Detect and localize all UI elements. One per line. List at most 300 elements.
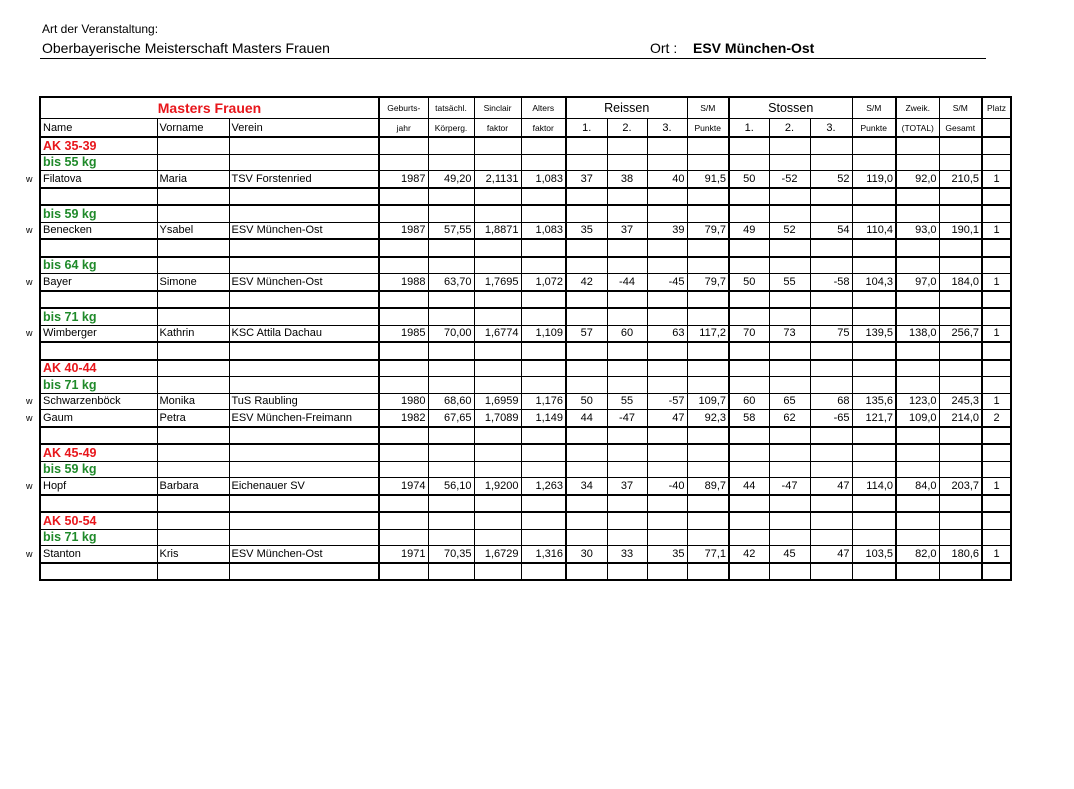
empty-cell: [769, 427, 810, 445]
empty-cell: [647, 308, 687, 325]
table-cell: 1987: [379, 222, 428, 239]
col-sm-gesamt: S/M: [939, 97, 982, 119]
empty-cell: [566, 377, 607, 394]
empty-cell: [810, 342, 852, 360]
empty-cell: [982, 495, 1011, 513]
table-cell: 1: [982, 171, 1011, 188]
empty-cell: [474, 188, 521, 206]
results-table: [39, 96, 1012, 581]
empty-cell: [687, 205, 729, 222]
table-title: Masters Frauen: [40, 97, 379, 119]
table-cell: 91,5: [687, 171, 729, 188]
empty-cell: [729, 257, 769, 274]
table-row: [40, 222, 1011, 239]
empty-cell: [687, 461, 729, 478]
table-cell: 44: [729, 478, 769, 495]
empty-cell: [40, 495, 157, 513]
empty-cell: [428, 205, 474, 222]
empty-cell: [687, 563, 729, 581]
table-cell: Gaum: [40, 410, 157, 427]
table-cell: 37: [607, 478, 647, 495]
empty-cell: [157, 427, 229, 445]
empty-cell: [521, 137, 566, 154]
empty-cell: [982, 239, 1011, 257]
table-cell: 37: [566, 171, 607, 188]
table-cell: -47: [769, 478, 810, 495]
empty-cell: [428, 342, 474, 360]
empty-cell: [687, 188, 729, 206]
empty-cell: [769, 444, 810, 461]
empty-cell: [474, 360, 521, 377]
empty-cell: [474, 377, 521, 394]
empty-cell: [647, 205, 687, 222]
table-cell: 33: [607, 546, 647, 563]
empty-cell: [428, 563, 474, 581]
empty-cell: [729, 495, 769, 513]
empty-cell: [852, 512, 896, 529]
empty-cell: [647, 444, 687, 461]
empty-cell: [810, 495, 852, 513]
table-cell: 79,7: [687, 274, 729, 291]
table-row: [40, 171, 1011, 188]
empty-cell: [769, 512, 810, 529]
empty-cell: [428, 137, 474, 154]
table-cell: 1,8871: [474, 222, 521, 239]
empty-cell: [474, 137, 521, 154]
empty-cell: [810, 308, 852, 325]
empty-cell: [566, 427, 607, 445]
empty-cell: [521, 188, 566, 206]
table-cell: Petra: [157, 410, 229, 427]
empty-cell: [474, 512, 521, 529]
table-cell: Eichenauer SV: [229, 478, 379, 495]
table-cell: 123,0: [896, 393, 939, 410]
empty-cell: [157, 205, 229, 222]
table-row: [40, 410, 1011, 427]
empty-cell: [852, 529, 896, 546]
empty-cell: [896, 427, 939, 445]
gender-marker: w: [26, 173, 33, 184]
empty-cell: [769, 154, 810, 171]
empty-cell: [729, 461, 769, 478]
col-geburts: Geburts-: [379, 97, 428, 119]
empty-cell: [607, 377, 647, 394]
empty-cell: [852, 257, 896, 274]
table-cell: 63,70: [428, 274, 474, 291]
empty-cell: [982, 342, 1011, 360]
col-alters: Alters: [521, 97, 566, 119]
table-cell: 1,6729: [474, 546, 521, 563]
empty-cell: [810, 461, 852, 478]
weight-class-label: bis 71 kg: [40, 308, 157, 325]
empty-cell: [982, 360, 1011, 377]
table-cell: ESV München-Ost: [229, 222, 379, 239]
empty-cell: [896, 188, 939, 206]
empty-cell: [939, 563, 982, 581]
empty-cell: [521, 205, 566, 222]
empty-cell: [157, 444, 229, 461]
weight-class-row: [40, 308, 1011, 325]
weight-class-row: [40, 461, 1011, 478]
empty-cell: [769, 257, 810, 274]
table-cell: 92,3: [687, 410, 729, 427]
empty-cell: [852, 495, 896, 513]
empty-cell: [729, 188, 769, 206]
empty-cell: [428, 239, 474, 257]
empty-cell: [521, 377, 566, 394]
weight-class-row: [40, 154, 1011, 171]
empty-cell: [769, 308, 810, 325]
empty-cell: [229, 257, 379, 274]
empty-cell: [566, 239, 607, 257]
table-cell: 84,0: [896, 478, 939, 495]
col-r1: 1.: [566, 119, 607, 138]
empty-cell: [428, 154, 474, 171]
empty-cell: [566, 495, 607, 513]
col-koerperg: Körperg.: [428, 119, 474, 138]
table-cell: 70,00: [428, 325, 474, 342]
empty-cell: [852, 342, 896, 360]
empty-cell: [852, 444, 896, 461]
empty-cell: [157, 512, 229, 529]
empty-cell: [607, 360, 647, 377]
empty-cell: [428, 188, 474, 206]
empty-cell: [474, 239, 521, 257]
empty-cell: [896, 512, 939, 529]
empty-cell: [379, 529, 428, 546]
empty-cell: [729, 360, 769, 377]
empty-cell: [521, 444, 566, 461]
empty-cell: [687, 444, 729, 461]
col-punkte-2: Punkte: [852, 119, 896, 138]
empty-cell: [607, 308, 647, 325]
table-cell: 1,7695: [474, 274, 521, 291]
table-cell: 2,1131: [474, 171, 521, 188]
empty-cell: [607, 239, 647, 257]
empty-cell: [810, 377, 852, 394]
empty-cell: [566, 444, 607, 461]
table-cell: ESV München-Ost: [229, 274, 379, 291]
col-sinclair: Sinclair: [474, 97, 521, 119]
empty-cell: [647, 239, 687, 257]
table-row: [40, 546, 1011, 563]
age-class-label: AK 40-44: [40, 360, 157, 377]
empty-cell: [687, 137, 729, 154]
table-cell: 1,083: [521, 171, 566, 188]
empty-cell: [607, 188, 647, 206]
empty-cell: [810, 257, 852, 274]
empty-cell: [729, 512, 769, 529]
empty-cell: [810, 512, 852, 529]
empty-cell: [687, 495, 729, 513]
table-cell: -52: [769, 171, 810, 188]
empty-cell: [521, 512, 566, 529]
empty-cell: [566, 205, 607, 222]
table-cell: 35: [566, 222, 607, 239]
empty-cell: [157, 137, 229, 154]
table-row: [40, 325, 1011, 342]
table-cell: 110,4: [852, 222, 896, 239]
empty-cell: [810, 563, 852, 581]
table-cell: 1: [982, 274, 1011, 291]
gender-marker: w: [26, 396, 33, 406]
table-cell: 54: [810, 222, 852, 239]
table-cell: 1,263: [521, 478, 566, 495]
empty-cell: [982, 461, 1011, 478]
empty-cell: [521, 257, 566, 274]
table-cell: 65: [769, 393, 810, 410]
table-cell: 50: [729, 274, 769, 291]
empty-cell: [729, 529, 769, 546]
col-s1: 1.: [729, 119, 769, 138]
empty-cell: [896, 154, 939, 171]
empty-cell: [939, 529, 982, 546]
empty-cell: [379, 444, 428, 461]
empty-cell: [157, 291, 229, 309]
empty-cell: [157, 360, 229, 377]
table-cell: 70,35: [428, 546, 474, 563]
table-cell: 75: [810, 325, 852, 342]
empty-cell: [428, 377, 474, 394]
col-sm-stossen: S/M: [852, 97, 896, 119]
weight-class-label: bis 64 kg: [40, 257, 157, 274]
empty-cell: [607, 512, 647, 529]
table-cell: 1,176: [521, 393, 566, 410]
table-cell: 1,7089: [474, 410, 521, 427]
empty-cell: [521, 495, 566, 513]
table-cell: 1971: [379, 546, 428, 563]
empty-cell: [566, 257, 607, 274]
empty-cell: [729, 427, 769, 445]
table-cell: 1,109: [521, 325, 566, 342]
empty-cell: [229, 461, 379, 478]
empty-cell: [939, 427, 982, 445]
empty-cell: [769, 205, 810, 222]
age-class-label: AK 45-49: [40, 444, 157, 461]
empty-cell: [729, 137, 769, 154]
empty-cell: [607, 495, 647, 513]
table-cell: 121,7: [852, 410, 896, 427]
empty-cell: [379, 342, 428, 360]
table-cell: -44: [607, 274, 647, 291]
empty-cell: [474, 529, 521, 546]
table-cell: 62: [769, 410, 810, 427]
col-tatsaechl: tatsächl.: [428, 97, 474, 119]
empty-cell: [939, 377, 982, 394]
empty-cell: [939, 461, 982, 478]
empty-cell: [379, 188, 428, 206]
empty-cell: [229, 427, 379, 445]
empty-cell: [157, 495, 229, 513]
empty-cell: [729, 291, 769, 309]
empty-cell: [852, 239, 896, 257]
empty-cell: [729, 444, 769, 461]
weight-class-label: bis 71 kg: [40, 377, 157, 394]
empty-cell: [607, 427, 647, 445]
empty-cell: [157, 188, 229, 206]
empty-cell: [687, 342, 729, 360]
spacer-row: [40, 239, 1011, 257]
empty-cell: [769, 360, 810, 377]
empty-cell: [229, 308, 379, 325]
empty-cell: [566, 342, 607, 360]
gender-marker: w: [26, 548, 33, 559]
empty-cell: [229, 154, 379, 171]
empty-cell: [939, 137, 982, 154]
weight-class-row: [40, 529, 1011, 546]
table-cell: Simone: [157, 274, 229, 291]
gender-marker: w: [26, 328, 33, 338]
table-cell: 44: [566, 410, 607, 427]
table-cell: TuS Raubling: [229, 393, 379, 410]
empty-cell: [379, 137, 428, 154]
col-r3: 3.: [647, 119, 687, 138]
empty-cell: [982, 427, 1011, 445]
empty-cell: [647, 291, 687, 309]
spacer-row: [40, 495, 1011, 513]
table-cell: Ysabel: [157, 222, 229, 239]
empty-cell: [896, 342, 939, 360]
weight-class-row: [40, 205, 1011, 222]
empty-cell: [729, 308, 769, 325]
empty-cell: [769, 461, 810, 478]
table-cell: 47: [810, 478, 852, 495]
empty-cell: [687, 308, 729, 325]
empty-cell: [521, 154, 566, 171]
col-vorname: Vorname: [157, 119, 229, 138]
col-s2: 2.: [769, 119, 810, 138]
table-cell: 77,1: [687, 546, 729, 563]
age-class-row: [40, 512, 1011, 529]
table-cell: 68,60: [428, 393, 474, 410]
empty-cell: [982, 205, 1011, 222]
table-cell: 1: [982, 222, 1011, 239]
gender-marker: w: [26, 480, 33, 491]
empty-cell: [896, 291, 939, 309]
empty-cell: [521, 239, 566, 257]
empty-cell: [607, 444, 647, 461]
table-cell: TSV Forstenried: [229, 171, 379, 188]
empty-cell: [729, 154, 769, 171]
empty-cell: [939, 308, 982, 325]
table-cell: 89,7: [687, 478, 729, 495]
empty-cell: [566, 563, 607, 581]
table-cell: 40: [647, 171, 687, 188]
empty-cell: [729, 342, 769, 360]
empty-cell: [40, 563, 157, 581]
empty-cell: [687, 360, 729, 377]
empty-cell: [647, 137, 687, 154]
empty-cell: [939, 360, 982, 377]
weight-class-label: bis 59 kg: [40, 461, 157, 478]
table-cell: 47: [647, 410, 687, 427]
empty-cell: [687, 154, 729, 171]
empty-cell: [521, 563, 566, 581]
table-cell: 39: [647, 222, 687, 239]
empty-cell: [729, 377, 769, 394]
empty-cell: [379, 308, 428, 325]
empty-cell: [852, 291, 896, 309]
empty-cell: [810, 154, 852, 171]
table-cell: 1988: [379, 274, 428, 291]
col-faktor-2: faktor: [521, 119, 566, 138]
col-platz: Platz: [982, 97, 1011, 119]
empty-cell: [729, 563, 769, 581]
table-cell: Benecken: [40, 222, 157, 239]
empty-cell: [647, 529, 687, 546]
empty-cell: [852, 308, 896, 325]
empty-cell: [607, 291, 647, 309]
empty-cell: [40, 427, 157, 445]
table-cell: 50: [566, 393, 607, 410]
empty-cell: [229, 137, 379, 154]
col-r2: 2.: [607, 119, 647, 138]
table-cell: 1985: [379, 325, 428, 342]
empty-cell: [229, 529, 379, 546]
empty-cell: [566, 308, 607, 325]
empty-cell: [982, 529, 1011, 546]
spacer-row: [40, 291, 1011, 309]
table-cell: 117,2: [687, 325, 729, 342]
empty-cell: [474, 563, 521, 581]
empty-cell: [521, 360, 566, 377]
col-sm-reissen: S/M: [687, 97, 729, 119]
empty-cell: [810, 427, 852, 445]
empty-cell: [647, 342, 687, 360]
col-verein: Verein: [229, 119, 379, 138]
empty-cell: [428, 308, 474, 325]
table-cell: 119,0: [852, 171, 896, 188]
table-cell: 82,0: [896, 546, 939, 563]
table-cell: 55: [607, 393, 647, 410]
col-faktor-1: faktor: [474, 119, 521, 138]
table-cell: -65: [810, 410, 852, 427]
age-class-label: AK 35-39: [40, 137, 157, 154]
table-cell: 45: [769, 546, 810, 563]
table-cell: 57: [566, 325, 607, 342]
empty-cell: [40, 188, 157, 206]
empty-cell: [428, 512, 474, 529]
empty-cell: [939, 512, 982, 529]
table-cell: -57: [647, 393, 687, 410]
empty-cell: [379, 495, 428, 513]
table-cell: Filatova: [40, 171, 157, 188]
empty-cell: [428, 444, 474, 461]
empty-cell: [607, 137, 647, 154]
empty-cell: [982, 563, 1011, 581]
empty-cell: [521, 529, 566, 546]
empty-cell: [474, 427, 521, 445]
empty-cell: [229, 291, 379, 309]
col-gesamt: Gesamt: [939, 119, 982, 138]
weight-class-row: [40, 257, 1011, 274]
empty-cell: [157, 529, 229, 546]
table-cell: 63: [647, 325, 687, 342]
empty-cell: [982, 377, 1011, 394]
empty-cell: [896, 257, 939, 274]
empty-cell: [729, 205, 769, 222]
empty-cell: [521, 461, 566, 478]
empty-cell: [896, 360, 939, 377]
table-cell: 1987: [379, 171, 428, 188]
empty-cell: [157, 308, 229, 325]
table-cell: KSC Attila Dachau: [229, 325, 379, 342]
empty-cell: [157, 342, 229, 360]
empty-cell: [566, 154, 607, 171]
empty-cell: [521, 427, 566, 445]
empty-cell: [939, 239, 982, 257]
event-title: Oberbayerische Meisterschaft Masters Frauen: [42, 40, 330, 56]
